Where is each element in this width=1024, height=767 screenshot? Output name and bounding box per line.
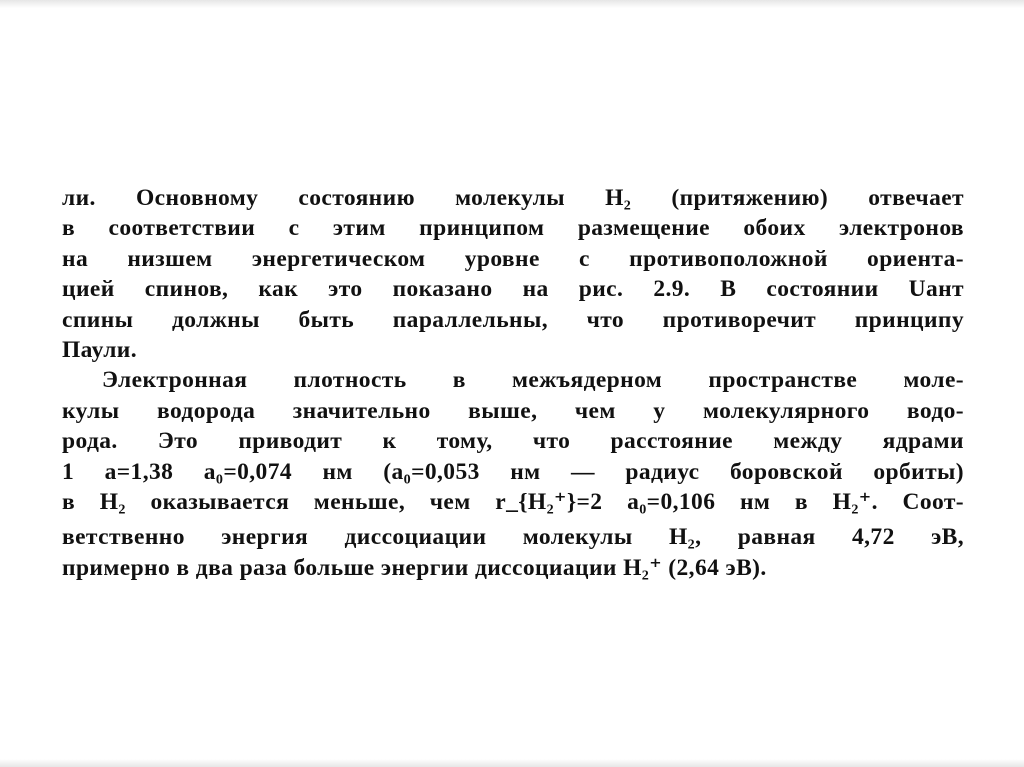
slide-bottom-border [0, 759, 1024, 767]
text-line: ли. Основному состоянию молекулы H₂ (притяжению) отвечает [62, 185, 964, 211]
text-line: ветственно энергия диссоциации молекулы H₂, равная 4,72 эВ, [62, 524, 964, 551]
scanned-text-block [62, 183, 964, 583]
text-line: на низшем энергетическом уровне с противоположной ориента- [62, 245, 964, 272]
text-line: в соответствии с этим принципом размещение обоих электронов [62, 215, 964, 242]
text-line: примерно в два раза больше энергии диссоциации H₂⁺ (2,64 эВ). [62, 554, 767, 581]
text-line: спины должны быть параллельны, что противоречит принципу [62, 306, 964, 333]
slide-top-border [0, 0, 1024, 8]
text-line: цией спинов, как это показано на рис. 2.9. В состоянии Uант [62, 276, 964, 303]
text-line: 1 a=1,38 a₀=0,074 нм (a₀=0,053 нм — радиус боровской орбиты) [62, 458, 964, 485]
text-line: в H₂ оказывается меньше, чем r_{H₂⁺}=2 a₀=0,106 нм в H₂⁺. Соот- [62, 488, 964, 515]
text-line: рода. Это приводит к тому, что расстояние между ядрами [62, 428, 964, 455]
text-line: Паули. [62, 336, 137, 363]
text-line: кулы водорода значительно выше, чем у молекулярного водо- [62, 397, 964, 424]
paragraph-first-line: Электронная плотность в межъядерном пространстве моле- [102, 367, 964, 394]
